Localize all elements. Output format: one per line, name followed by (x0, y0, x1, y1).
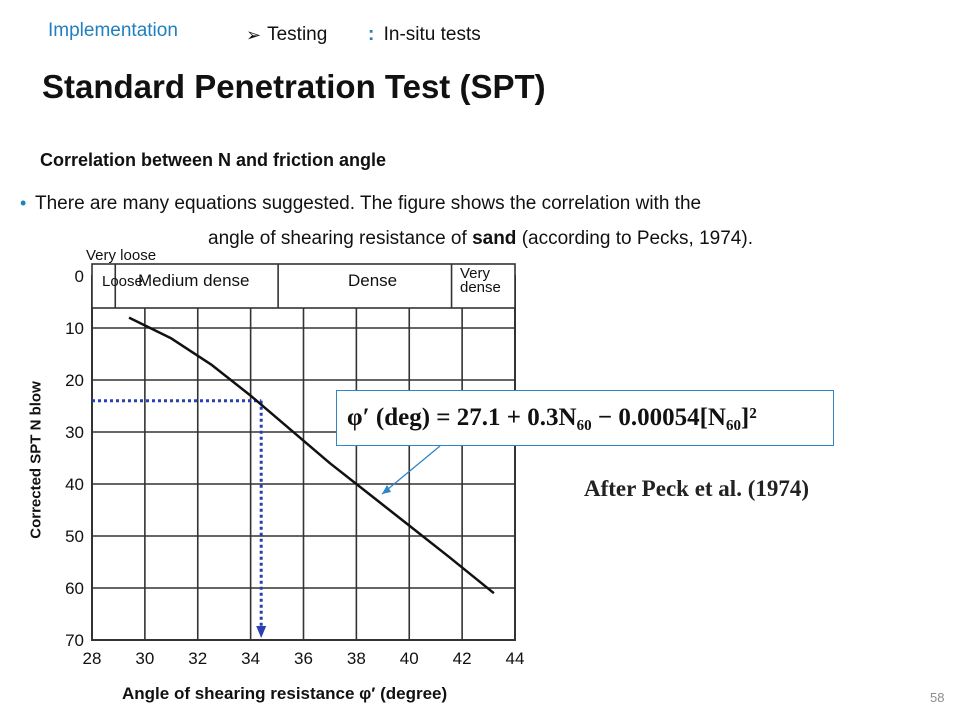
x-tick-label: 28 (82, 649, 102, 668)
arrow-bullet-icon: ➢ (246, 24, 262, 45)
x-tick-label: 42 (452, 649, 472, 668)
density-band-label: dense (460, 279, 501, 296)
y-tick-label: 10 (65, 319, 84, 338)
bullet-dot-icon: • (20, 193, 27, 213)
y-tick-label: 0 (74, 267, 84, 286)
x-axis-label: Angle of shearing resistance φ′ (degree) (122, 684, 448, 703)
x-tick-label: 34 (241, 649, 261, 668)
y-axis-label: Corrected SPT N blow (27, 381, 45, 539)
y-tick-label: 20 (65, 371, 84, 390)
density-band-label: Dense (348, 271, 398, 290)
breadcrumb-topic-label: Testing (267, 24, 328, 45)
chart-plot-group (65, 247, 524, 668)
y-tick-label: 30 (65, 423, 84, 442)
x-tick-label: 32 (188, 649, 208, 668)
equation-box (336, 390, 834, 446)
breadcrumb-subtopic-label: In-situ tests (383, 24, 481, 45)
bullet-text-bold: sand (472, 228, 517, 249)
equation-text: φ′ (deg) = 27.1 + 0.3N₆₀ − 0.00054[N₆₀]² (347, 404, 757, 431)
y-tick-label: 50 (65, 527, 84, 546)
x-tick-label: 30 (135, 649, 155, 668)
x-tick-label: 36 (294, 649, 313, 668)
y-tick-label: 70 (65, 631, 84, 650)
citation-text: After Peck et al. (1974) (584, 476, 810, 501)
y-tick-label: 60 (65, 579, 84, 598)
y-tick-label: 40 (65, 475, 84, 494)
x-tick-label: 38 (346, 649, 366, 668)
page-number: 58 (930, 690, 945, 705)
density-band-label: Very (460, 265, 491, 282)
density-band-label: Very loose (86, 247, 157, 264)
x-tick-label: 40 (399, 649, 419, 668)
page-title: Standard Penetration Test (SPT) (42, 68, 546, 105)
breadcrumb-section[interactable]: Implementation (48, 20, 178, 41)
bullet-text-prefix: angle of shearing resistance of (208, 228, 473, 249)
bullet-text-suffix: (according to Pecks, 1974). (516, 228, 753, 249)
x-tick-label: 44 (505, 649, 525, 668)
bullet-text-line-1: There are many equations suggested. The figure shows the correlation with the (35, 193, 702, 214)
breadcrumb-separator: : (368, 24, 375, 45)
section-subtitle: Correlation between N and friction angle (40, 150, 387, 170)
density-band-label: Medium dense (138, 271, 250, 290)
density-band-label: Loose (102, 273, 143, 290)
